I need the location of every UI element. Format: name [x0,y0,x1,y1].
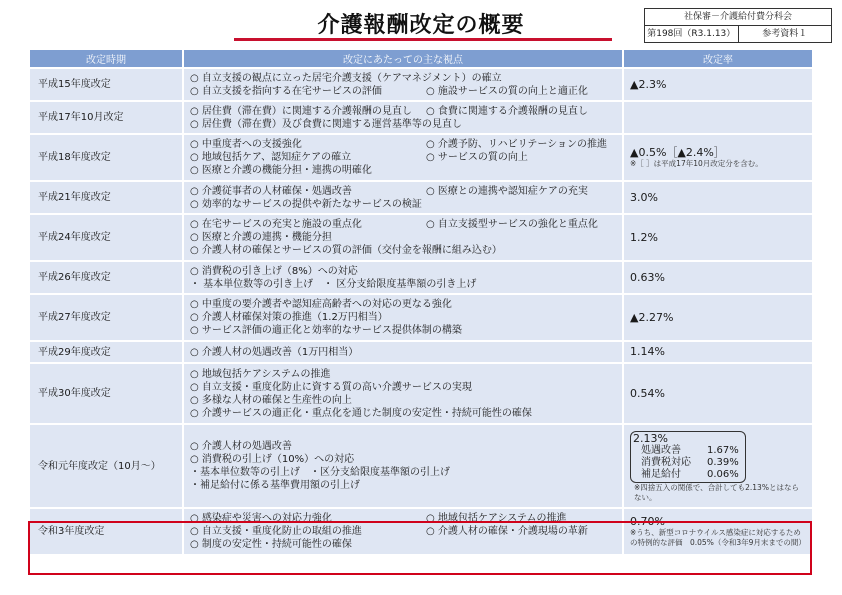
rate-value: 0.70% [630,515,665,528]
row-era: 令和3年度改定 [30,509,182,554]
point-line: ○ 居住費（滞在費）及び食費に関連する運営基準等の見直し [190,118,462,130]
point-line [190,512,616,525]
point-line: ○ 中重度の要介護者や認知症高齢者への対応の更なる強化 [190,299,452,310]
point-line [190,138,616,151]
row-points [182,364,622,423]
table-row [30,69,812,100]
point-line [190,151,616,164]
row-era: 平成15年度改定 [30,69,182,100]
ref-material: 参考資料１ [738,26,832,42]
point-item: ○ 自立支援型サービスの強化と重点化 [426,219,598,230]
point-line: ○ 消費税の引き上げ（8%）への対応 [190,265,358,277]
row-rate [622,364,812,423]
table-row [30,295,812,340]
rate-value: 3.0% [630,190,658,204]
reference-box [644,8,832,43]
row-rate [622,69,812,100]
rate-note: ※四捨五入の関係で、合計しても2.13%とはならない。 [634,483,799,502]
row-points [182,69,622,100]
row-points [182,102,622,133]
point-item: ○ 医療との連携や認知症ケアの充実 [426,185,588,197]
point-item: ○ 在宅サービスの充実と施設の重点化 [190,219,362,230]
row-points [182,262,622,293]
point-item: ○ サービスの質の向上 [426,152,528,163]
point-item: ○ 自立支援を指向する在宅サービスの評価 [190,85,382,97]
row-points [182,215,622,260]
point-item: ○ 地域包括ケア、認知症ケアの確立 [190,152,352,163]
row-rate [622,342,812,362]
rate-value: ▲2.3% [630,77,667,91]
point-line: ○ 医療と介護の連携・機能分担 [190,232,332,243]
row-rate [622,509,812,554]
table-row [30,425,812,507]
rate-value: ▲0.5%［▲2.4%］ [630,146,725,159]
row-rate [622,262,812,293]
point-line [190,525,616,538]
point-item: ○ 施設サービスの質の向上と適正化 [426,85,588,97]
page-title: 介護報酬改定の概要 [317,13,525,38]
point-item: ○ 介護従事者の人材確保・処遇改善 [190,185,352,197]
ref-committee: 社保審－介護給付費分科会 [645,9,831,26]
table-row [30,364,812,423]
rate-note: ※［ ］は平成17年10月改定分を含む。 [630,159,763,168]
breakdown-item: 消費税対応 0.39% [641,457,739,468]
header-era: 改定時期 [30,50,182,67]
revision-table [30,48,812,556]
rate-note: ※うち、新型コロナウイルス感染症に対応するための特例的な評価 0.05%（令和3年9月末までの間） [630,528,806,547]
point-line: ・ 基本単位数等の引き上げ ・ 区分支給限度基準額の引き上げ [190,278,477,290]
point-line: ○ 介護人材の確保とサービスの質の評価（交付金を報酬に組み込む） [190,245,502,256]
breakdown-item: 処遇改善 1.67% [641,445,739,456]
breakdown-item: 補足給付 0.06% [641,469,739,480]
row-era: 平成24年度改定 [30,215,182,260]
point-line: ○ 地域包括ケアシステムの推進 [190,368,331,380]
header-rate: 改定率 [622,50,812,67]
row-rate [622,215,812,260]
row-rate [622,295,812,340]
row-era: 平成18年度改定 [30,135,182,180]
rate-breakdown [630,431,746,483]
point-line: ○ サービス評価の適正化と効率的なサービス提供体制の構築 [190,325,462,336]
point-line: ○ 自立支援の観点に立った居宅介護支援（ケアマネジメント）の確立 [190,72,502,84]
ref-session: 第198回（R3.1.13） [647,29,736,39]
point-line [190,185,616,198]
row-era: 平成30年度改定 [30,364,182,423]
row-era: 平成17年10月改定 [30,102,182,133]
point-item: ○ 感染症や災害への対応力強化 [190,513,332,524]
point-line: ○ 消費税の引上げ（10%）への対応 [190,454,355,465]
table-row [30,135,812,180]
row-points [182,135,622,180]
table-row [30,182,812,213]
point-item: ○ 居住費（滞在費）に関連する介護報酬の見直し [190,105,412,117]
table-row [30,342,812,362]
point-line: ○ 医療と介護の機能分担・連携の明確化 [190,165,372,176]
point-item: ○ 地域包括ケアシステムの推進 [426,513,567,524]
row-era: 平成21年度改定 [30,182,182,213]
row-points [182,295,622,340]
row-rate [622,425,812,507]
row-era: 令和元年度改定（10月～） [30,425,182,507]
row-rate [622,102,812,133]
point-line: ○ 介護人材の処遇改善 [190,441,292,452]
row-rate [622,182,812,213]
table-row [30,215,812,260]
rate-value: 1.14% [630,345,665,358]
point-line [190,105,616,118]
point-line [190,218,616,231]
row-points [182,509,622,554]
point-line: ○ 制度の安定性・持続可能性の確保 [190,539,352,550]
row-points [182,342,622,362]
table-row [30,102,812,133]
row-rate [622,135,812,180]
row-era: 平成26年度改定 [30,262,182,293]
point-line: ○ 多様な人材の確保と生産性の向上 [190,394,352,406]
point-item: ○ 中重度者への支援強化 [190,139,302,150]
point-item: ○ 自立支援・重度化防止の取組の推進 [190,526,362,537]
row-era: 平成27年度改定 [30,295,182,340]
title-underline [234,38,612,41]
rate-value: ▲2.27% [630,310,674,324]
table-row [30,262,812,293]
row-points [182,182,622,213]
point-line: ○ 介護人材確保対策の推進（1.2万円相当） [190,312,388,323]
point-line: ・基本単位数等の引上げ ・区分支給限度基準額の引上げ [190,467,450,478]
rate-value: 2.13% [633,432,668,445]
row-era: 平成29年度改定 [30,342,182,362]
point-line: ・補足給付に係る基準費用額の引上げ [190,480,360,491]
point-line [190,85,616,98]
rate-value: 0.54% [630,386,665,400]
point-item: ○ 食費に関連する介護報酬の見直し [426,105,588,117]
header-points: 改定にあたっての主な視点 [182,50,622,67]
row-points [182,425,622,507]
point-item: ○ 介護人材の確保・介護現場の革新 [426,526,588,537]
rate-value: 0.63% [630,270,665,284]
rate-value: 1.2% [630,230,658,244]
point-item: ○ 介護予防、リハビリテーションの推進 [426,139,608,150]
point-line: ○ 介護サービスの適正化・重点化を通じた制度の安定性・持続可能性の確保 [190,407,532,419]
point-line: ○ 効率的なサービスの提供や新たなサービスの検証 [190,198,422,210]
point-line: ○ 自立支援・重度化防止に資する質の高い介護サービスの実現 [190,381,472,393]
table-row [30,509,812,554]
point-line: ○ 介護人材の処遇改善（1万円相当） [190,346,359,358]
